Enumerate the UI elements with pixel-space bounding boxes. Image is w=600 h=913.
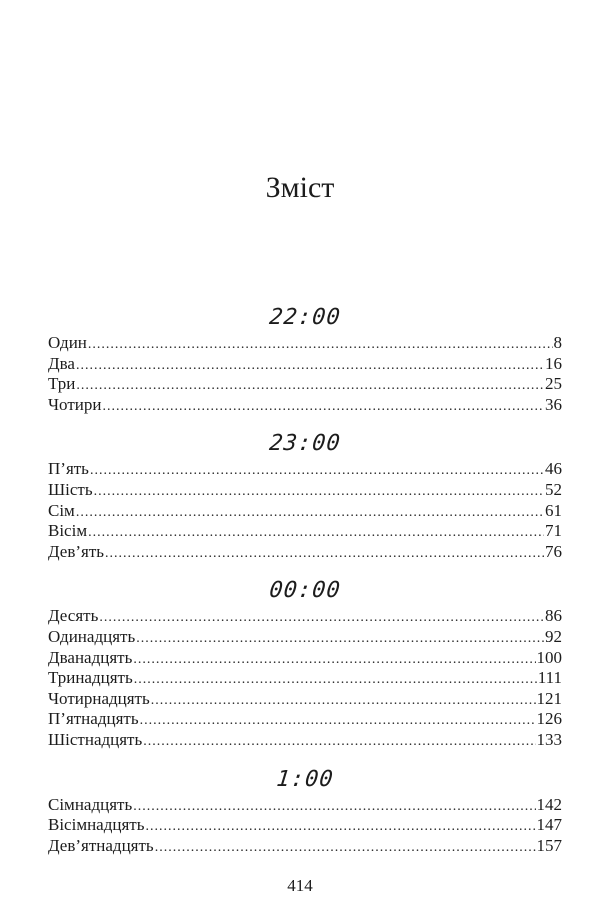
page-title: Зміст [265,171,335,204]
toc-entry [48,521,562,542]
dot-leader [143,732,535,753]
toc-entry [48,627,562,648]
toc-entry-page: 157 [536,835,562,855]
toc-entry-page: 61 [545,500,562,520]
toc-entry-label: Три [48,374,76,394]
toc-entry-label: Шість [48,479,93,499]
toc-entry-label: Сім [48,500,75,520]
toc-entry [48,815,562,836]
toc-entry [48,836,562,857]
toc-section [48,578,562,750]
toc-entry-page: 86 [545,606,562,626]
dot-leader [133,650,535,671]
toc-entry-label: Один [48,333,87,352]
toc-entry-label: Дванадцять [48,647,133,667]
toc-entry-page: 111 [537,668,562,688]
toc-entry-label: Тринадцять [48,668,133,688]
toc-entry [48,480,562,501]
section-time-heading: 23:00 [268,431,342,457]
dot-leader [102,397,544,418]
toc-entry-label: Сімнадцять [48,794,133,814]
dot-leader [134,670,537,691]
toc-entry-page: 8 [553,333,562,352]
toc-entry-label: Вісімнадцять [48,815,145,835]
toc-entry-label: Два [48,353,75,373]
toc-entry-label: Дев’ятнадцять [48,835,154,855]
toc-entry-page: 36 [545,394,562,414]
dot-leader [133,797,535,818]
dot-leader [136,629,544,650]
toc-entry-page: 16 [545,353,562,373]
toc-entry [48,730,562,751]
toc-entry-label: П’ять [48,459,89,479]
toc-entry [48,648,562,669]
toc-entry [48,542,562,563]
section-time-heading: 00:00 [268,578,342,604]
toc-entry [48,354,562,375]
toc-entry-page: 52 [545,479,562,499]
toc-entry-label: Вісім [48,521,88,541]
toc-entry-page: 92 [545,626,562,646]
toc-entry-page: 142 [536,794,562,814]
dot-leader [76,356,544,377]
dot-leader [105,544,544,565]
toc-entry-page: 25 [545,374,562,394]
toc-section [48,767,562,857]
toc-section [48,431,562,562]
dot-leader [99,608,544,629]
toc-entry [48,333,562,354]
toc-entry-label: П’ятнадцять [48,709,139,729]
toc-entry-page: 147 [536,815,562,835]
dot-leader [155,838,536,859]
toc-section [48,305,562,415]
toc-entry-page: 100 [536,647,562,667]
toc-entry-label: Чотирнадцять [48,688,150,708]
toc-entry [48,374,562,395]
toc-entry [48,395,562,416]
toc-entry [48,668,562,689]
dot-leader [76,503,544,524]
toc-entry-label: Шістнадцять [48,729,143,749]
dot-leader [140,711,536,732]
toc-entry [48,606,562,627]
toc-entry-page: 133 [536,729,562,749]
section-time-heading: 1:00 [275,766,335,792]
section-time-heading: 22:00 [268,305,342,330]
toc-entry [48,689,562,710]
toc-entry-page: 126 [536,709,562,729]
toc-entry-label: Дев’ять [48,541,105,561]
dot-leader [76,376,544,397]
table-of-contents [48,305,562,872]
dot-leader [94,482,544,503]
toc-entry-page: 76 [545,541,562,561]
page-number: 414 [287,876,313,895]
toc-entry [48,501,562,522]
toc-entry-label: Чотири [48,394,102,414]
toc-entry-page: 46 [545,459,562,479]
toc-entry [48,459,562,480]
dot-leader [88,523,544,544]
dot-leader [151,691,536,712]
dot-leader [88,335,553,356]
toc-entry-label: Десять [48,606,99,626]
dot-leader [90,461,544,482]
dot-leader [145,817,535,838]
toc-entry-page: 121 [536,688,562,708]
toc-entry-page: 71 [545,521,562,541]
toc-entry [48,709,562,730]
toc-entry [48,795,562,816]
toc-entry-label: Одинадцять [48,626,136,646]
